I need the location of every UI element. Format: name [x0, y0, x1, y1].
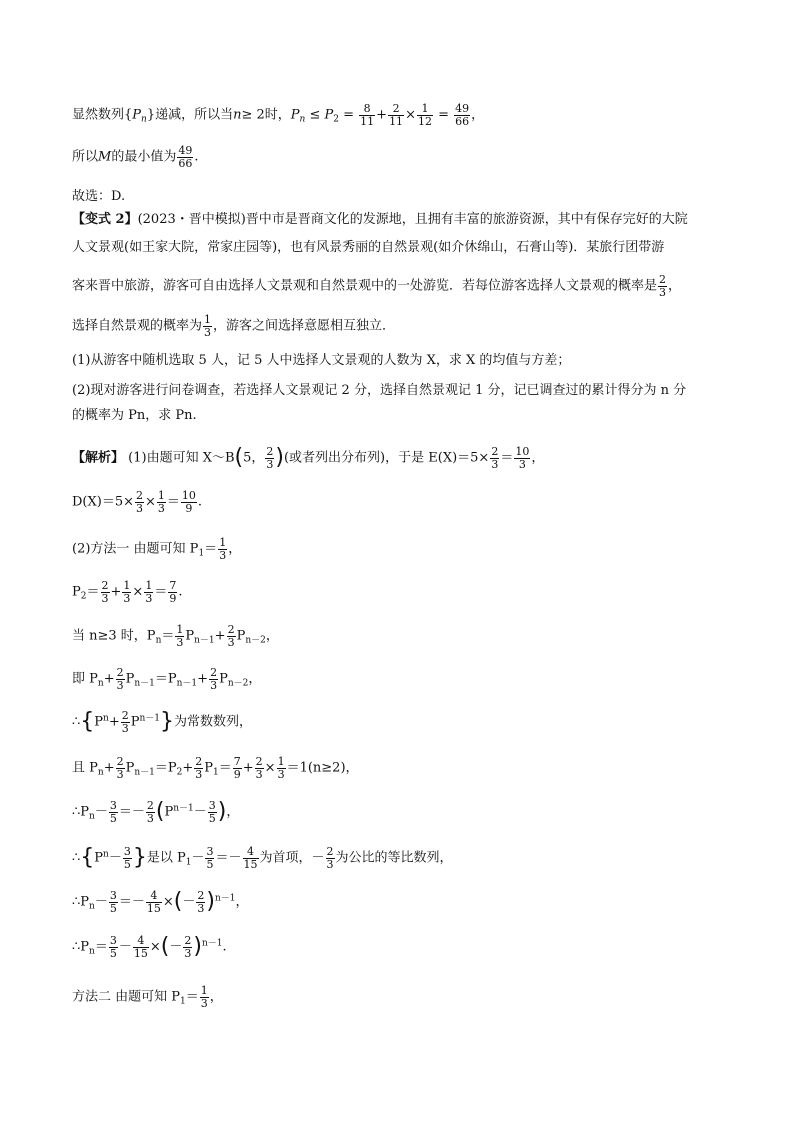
text: P	[204, 760, 214, 776]
text: ，游客之间选择意愿相互独立．	[213, 318, 396, 334]
text: ＝	[161, 628, 175, 644]
bracket: {	[80, 709, 95, 735]
math-part: 3	[109, 889, 117, 902]
text: P	[72, 584, 81, 600]
text: ，	[235, 894, 249, 910]
text: －	[94, 894, 108, 910]
text: +	[376, 107, 388, 123]
text: －	[169, 939, 183, 955]
math-part: 2	[101, 579, 109, 592]
math-part: 3	[206, 845, 214, 858]
math-part: 3	[210, 678, 218, 692]
text: ≤	[305, 107, 325, 123]
math-part: n－1	[173, 803, 194, 814]
text: ∴P	[72, 894, 90, 910]
math-part: 3	[227, 635, 235, 649]
math-part: 3	[116, 767, 124, 781]
text: ×	[162, 894, 174, 910]
math-part: 10	[181, 489, 196, 502]
line-23	[72, 985, 223, 1009]
math-part: 3	[491, 457, 499, 471]
line-12	[72, 490, 202, 514]
math-part: n	[89, 901, 95, 912]
line-6	[72, 274, 681, 298]
math-part: 3	[101, 591, 109, 605]
fraction	[233, 756, 242, 780]
line-16	[72, 667, 261, 691]
math-part: 1	[219, 536, 227, 549]
text: ∴	[72, 714, 81, 730]
bracket: (	[160, 934, 170, 960]
math-part: n	[89, 811, 95, 822]
fraction	[133, 935, 149, 959]
math-part: 2	[121, 709, 129, 722]
fraction	[116, 667, 125, 691]
math-part: 7	[169, 579, 177, 592]
text: +	[214, 628, 226, 644]
text: ∴P	[72, 804, 90, 820]
math-part: 15	[146, 901, 161, 915]
bracket: (	[234, 445, 244, 471]
math-part: 1	[213, 767, 219, 778]
text: 5，	[243, 450, 265, 466]
text: ，	[226, 804, 240, 820]
math-part: 2	[659, 273, 667, 286]
text: P	[236, 628, 246, 644]
subscript: n	[299, 114, 306, 125]
math-part: n－1	[194, 635, 215, 646]
fraction	[135, 490, 144, 514]
math-part: 9	[185, 501, 193, 515]
text: +	[197, 671, 209, 687]
line-3: 故选：D.	[72, 189, 126, 204]
text: ∴	[72, 850, 81, 866]
subscript: 2	[333, 114, 339, 125]
math-part: 3	[136, 501, 143, 515]
fraction	[196, 890, 205, 914]
math-part: 3	[123, 845, 131, 858]
line-13	[72, 537, 241, 561]
math-part: 7	[233, 755, 241, 768]
fraction	[277, 756, 286, 780]
text: (2023・晋中模拟)晋中市是晋商文化的发源地，且拥有丰富的旅游资源，其中有保存完好的大院	[137, 212, 688, 227]
math-part: 3	[109, 799, 117, 812]
math-part: 3	[197, 901, 205, 915]
math-part: 2	[195, 755, 203, 768]
text: －	[182, 894, 196, 910]
text: ＝－	[118, 804, 145, 820]
line-11	[72, 446, 544, 470]
math-part: n	[103, 713, 109, 724]
fraction	[123, 846, 132, 870]
text: P	[219, 671, 228, 687]
bracket: )	[206, 889, 215, 915]
math-part: 1	[176, 623, 184, 636]
math-part: 3	[146, 811, 154, 825]
math-part: n－1	[134, 678, 155, 689]
math-part: 2	[197, 889, 205, 902]
math-part: 3	[255, 767, 263, 781]
math-part: 15	[243, 857, 258, 871]
math-part: n－1	[201, 938, 223, 949]
subscript: n	[141, 114, 147, 125]
text: +	[108, 714, 120, 730]
text: ，	[248, 671, 262, 687]
text: P	[94, 850, 104, 866]
text: ×	[264, 760, 276, 776]
line-9: (2)现对游客进行问卷调查，若选择人文景观记 2 分，选择自然景观记 1 分，记已调查过的累计得分为 n 分	[72, 383, 687, 398]
math-part: 1	[200, 984, 208, 997]
bracket: {	[80, 845, 95, 871]
fraction	[144, 580, 153, 604]
text: －	[193, 804, 207, 820]
text: 当 n≥3 时，P	[72, 628, 156, 644]
text: 即 P	[72, 671, 98, 687]
math-part: 2	[210, 666, 218, 679]
math-part: n－1	[134, 767, 155, 778]
text: P	[125, 671, 135, 687]
math-part: 3	[659, 285, 667, 299]
bracket: }	[132, 845, 147, 871]
fraction	[183, 935, 192, 959]
text: ＝	[86, 584, 100, 600]
fraction	[168, 580, 177, 604]
text: P	[324, 107, 334, 123]
math-part: 1	[180, 996, 186, 1007]
math-part: 49	[178, 144, 193, 157]
math-part: 1	[157, 489, 165, 502]
math-part: 15	[133, 946, 148, 960]
line-18	[72, 756, 359, 780]
bracket: (	[173, 889, 183, 915]
math-part: 5	[206, 857, 214, 871]
text: =	[433, 107, 454, 123]
text: P	[132, 107, 142, 123]
fraction	[146, 890, 162, 914]
text: +	[103, 671, 115, 687]
text: ，	[668, 278, 682, 294]
math-part: n	[103, 849, 109, 860]
text: ×	[132, 584, 144, 600]
text: 所以	[72, 149, 99, 165]
line-21	[72, 890, 249, 914]
math-part: 4	[243, 846, 259, 859]
math-part: 2	[184, 934, 192, 947]
fraction	[218, 537, 227, 561]
fraction	[454, 103, 470, 127]
fraction	[658, 274, 667, 298]
text: ＝P	[154, 671, 177, 687]
text: ＝	[185, 989, 199, 1005]
line-22	[72, 935, 227, 959]
fraction	[109, 935, 118, 959]
math-part: 12	[417, 114, 432, 128]
text: ＝－	[215, 850, 242, 866]
math-part: n－2	[245, 635, 266, 646]
text: n	[233, 107, 242, 123]
math-part: 1	[204, 313, 212, 326]
fraction	[157, 490, 166, 514]
line-14	[72, 580, 182, 604]
text: .	[222, 939, 227, 955]
bracket: }	[160, 709, 175, 735]
analysis-tag: 【解析】	[72, 450, 125, 466]
text: =	[338, 107, 359, 123]
text: +	[182, 760, 194, 776]
text: +	[242, 760, 254, 776]
math-part: 3	[145, 591, 153, 605]
math-part: 4	[146, 890, 162, 903]
text: P	[164, 804, 174, 820]
math-part: n－2	[227, 678, 249, 689]
fraction	[208, 800, 217, 824]
math-part: 5	[109, 946, 117, 960]
math-part: 3	[176, 635, 184, 649]
math-part: n	[89, 946, 95, 957]
math-part: 11	[360, 114, 375, 128]
math-part: 8	[359, 103, 375, 116]
text: －	[94, 804, 108, 820]
fraction	[122, 580, 131, 604]
line-2	[72, 145, 198, 169]
line-17	[72, 710, 252, 734]
text: ＝1(n≥2)，	[286, 760, 359, 776]
line-7	[72, 314, 395, 338]
math-part: 2	[116, 755, 124, 768]
text: .	[194, 149, 199, 165]
bracket: (	[155, 799, 165, 825]
text: 方法二 由题可知 P	[72, 989, 181, 1005]
text: －	[191, 850, 205, 866]
text: P	[130, 714, 140, 730]
text: 为常数数列，	[174, 714, 253, 730]
text: 客来晋中旅游，游客可自由选择人文景观和自然景观中的一处游览．若每位游客选择人文景观的概率是	[72, 278, 658, 294]
text: ∴P	[72, 939, 90, 955]
math-part: 1	[417, 103, 433, 116]
math-part: n－1	[214, 893, 236, 904]
math-part: 10	[515, 445, 530, 458]
text: }递减，所以当	[146, 107, 234, 123]
fraction	[265, 446, 274, 470]
math-part: 5	[208, 811, 216, 825]
fraction	[490, 446, 499, 470]
fraction	[181, 490, 197, 514]
math-part: 2	[136, 489, 143, 502]
text: 为首项，－	[259, 850, 325, 866]
variant-tag: 【变式 2】	[72, 212, 138, 227]
math-part: 1	[123, 579, 131, 592]
math-part: 2	[80, 591, 87, 602]
line-15	[72, 624, 279, 648]
text: 显然数列{	[72, 107, 133, 123]
math-part: 2	[266, 445, 274, 458]
math-part: 3	[109, 934, 117, 947]
text: ，	[209, 989, 223, 1005]
math-part: n	[97, 678, 104, 689]
text: +	[103, 760, 115, 776]
line-8: (1)从游客中随机选取 5 人，记 5 人中选择人文景观的人数为 X，求 X 的均值与方差；	[72, 353, 571, 368]
bracket: )	[275, 445, 284, 471]
math-part: 3	[121, 721, 129, 735]
fraction	[205, 846, 214, 870]
fraction	[116, 756, 125, 780]
math-part: 5	[123, 857, 131, 871]
math-part: 3	[326, 857, 334, 871]
fraction	[388, 103, 404, 127]
text: P	[185, 628, 195, 644]
text: (1)由题可知 X～B	[124, 450, 235, 466]
line-5: 人文景观(如王家大院，常家庄园等)，也有风景秀丽的自然景观(如介休绵山，石膏山等)．某旅行团带游	[72, 240, 665, 255]
math-part: 66	[178, 156, 193, 170]
fraction	[175, 624, 184, 648]
math-part: 3	[200, 996, 208, 1010]
text: －	[118, 939, 132, 955]
math-part: 9	[233, 767, 241, 781]
fraction	[227, 624, 236, 648]
fraction	[326, 846, 335, 870]
fraction	[109, 800, 118, 824]
text: ×	[145, 494, 156, 510]
math-part: 2	[116, 666, 124, 679]
text: P	[94, 714, 104, 730]
math-part: 2	[146, 799, 154, 812]
fraction	[121, 710, 130, 734]
bracket: )	[217, 799, 227, 825]
text: ，	[471, 107, 485, 123]
math-part: n	[97, 767, 104, 778]
math-part: 3	[518, 457, 526, 471]
math-part: 2	[227, 623, 235, 636]
line-10: 的概率为 Pn，求 Pn.	[72, 408, 197, 423]
text: ×	[149, 939, 161, 955]
fraction	[146, 800, 155, 824]
text: 为公比的等比数列，	[335, 850, 453, 866]
text: ＝－	[118, 894, 145, 910]
math-part: 1	[185, 857, 192, 868]
math-part: 3	[116, 678, 124, 692]
math-part: 9	[169, 591, 177, 605]
fraction	[101, 580, 110, 604]
math-part: 5	[109, 811, 117, 825]
math-part: n	[155, 635, 162, 646]
math-part: 3	[266, 457, 274, 471]
text: (或者列出分布列)，于是 E(X)＝5×	[283, 450, 490, 466]
math-part: 3	[195, 767, 203, 781]
math-part: n－1	[176, 678, 198, 689]
math-part: 1	[198, 548, 205, 559]
text: ，	[265, 628, 279, 644]
math-part: 2	[491, 445, 499, 458]
fraction	[200, 985, 209, 1009]
math-part: 2	[388, 103, 404, 116]
text: ＝	[218, 760, 232, 776]
line-20	[72, 846, 453, 870]
text: ＝	[204, 541, 218, 557]
text: M	[98, 149, 112, 165]
line-4	[72, 213, 688, 226]
bracket: )	[193, 934, 202, 960]
text: 的最小值为	[111, 149, 177, 165]
fraction	[514, 446, 530, 470]
text: ×	[405, 107, 416, 123]
math-part: 2	[255, 755, 263, 768]
line-19	[72, 800, 239, 824]
text: 且 P	[72, 760, 98, 776]
math-part: 66	[455, 114, 470, 128]
math-part: 3	[208, 799, 216, 812]
fraction	[243, 846, 259, 870]
text: (2)方法一 由题可知 P	[72, 541, 199, 557]
math-part: 3	[277, 767, 285, 781]
math-part: 5	[109, 901, 117, 915]
math-part: n－1	[139, 713, 161, 724]
text: +	[110, 584, 122, 600]
math-part: 49	[455, 102, 470, 115]
text: ，	[228, 541, 242, 557]
fraction	[255, 756, 264, 780]
text: 是以 P	[146, 850, 186, 866]
fraction	[209, 667, 218, 691]
math-part: 1	[277, 755, 285, 768]
math-part: 1	[145, 579, 153, 592]
math-part: 3	[184, 946, 192, 960]
text: D(X)＝5×	[72, 494, 134, 510]
text: ＝P	[154, 760, 177, 776]
fraction	[194, 756, 203, 780]
fraction	[109, 890, 118, 914]
math-part: 2	[176, 767, 183, 778]
math-part: 4	[133, 935, 149, 948]
text: ＝	[500, 450, 514, 466]
math-part: 11	[389, 114, 404, 128]
line-1	[72, 103, 484, 127]
text: .	[178, 584, 183, 600]
fraction	[417, 103, 433, 127]
text: ＝	[166, 494, 180, 510]
text: ，	[531, 450, 545, 466]
text: 选择自然景观的概率为	[72, 318, 203, 334]
math-part: 3	[157, 501, 165, 515]
math-part: 3	[219, 548, 227, 562]
text: P	[290, 107, 300, 123]
fraction	[177, 145, 193, 169]
math-part: 3	[204, 325, 212, 339]
text: ＝	[94, 939, 108, 955]
text: .	[197, 494, 203, 510]
text: P	[125, 760, 135, 776]
fraction	[203, 314, 212, 338]
math-part: 2	[326, 845, 334, 858]
text: －	[108, 850, 122, 866]
text: ＝	[154, 584, 168, 600]
math-part: 3	[123, 591, 131, 605]
fraction	[359, 103, 375, 127]
text: ≥ 2时，	[241, 107, 291, 123]
